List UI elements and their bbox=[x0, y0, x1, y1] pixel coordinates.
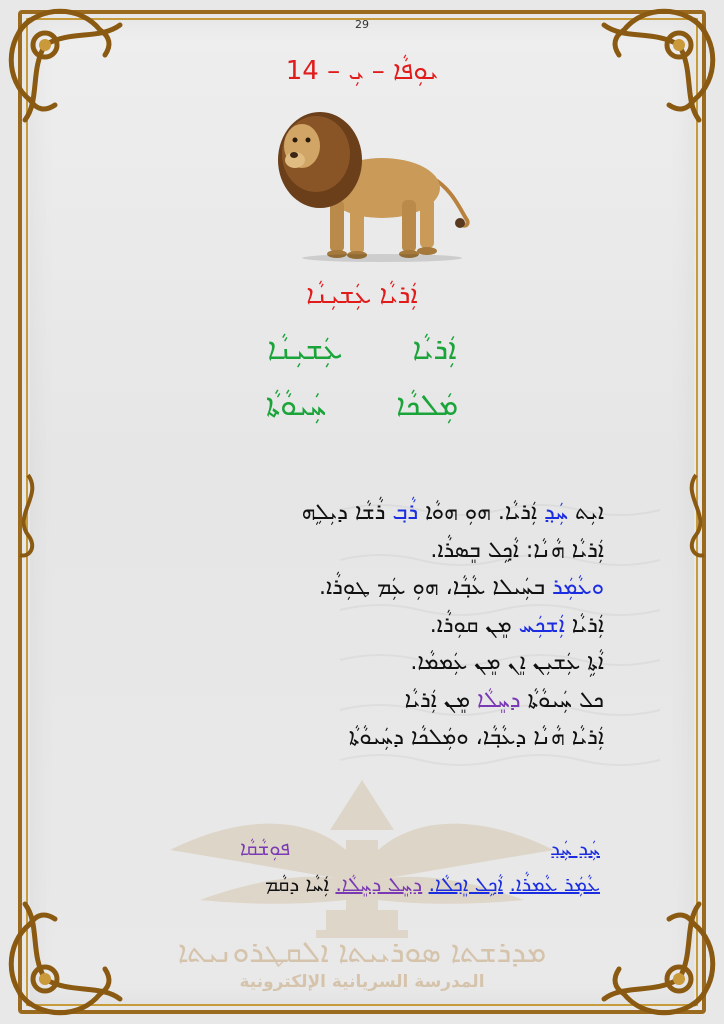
paragraph-line bbox=[104, 494, 604, 532]
watermark-syriac-text: ܡܕܪܫܬܐ ܣܘܪܝܝܬܐ ܐܠܩܛܪܘܢܝܬܐ bbox=[177, 935, 547, 970]
highlighted-word: ܐܲܫܟܲܚ bbox=[518, 612, 565, 638]
paragraph-text: ܒܚܲܝܠܐ ܥܵܒ݂ܵܐ، ܗܘܼ ܥܲܡ ܛܘܼܪܵܐ. bbox=[318, 575, 553, 600]
vocab-phrase: ܥܵܡܲܪ ܥܵܡܪܵܐ. bbox=[509, 872, 600, 896]
page-number: 29 bbox=[355, 18, 369, 31]
vocab-heading-left: ܦܘܼܫܵܩܵܐ bbox=[240, 836, 291, 860]
paragraph-text: ܐܲܪܝܵܐ. ܗܘܼ ܗܘܵܐ bbox=[418, 500, 545, 525]
highlighted-word: ܪܵܒ݂ bbox=[392, 500, 419, 525]
vocab-phrase: ܐܵܟ݂ܹܠ ܐܸܟ݂ܠܵܐ. bbox=[428, 872, 504, 896]
paragraph-line bbox=[104, 532, 604, 570]
paragraph-text: ܡܸܢ ܩܘܼܪܵܐ. bbox=[429, 612, 519, 638]
vocabulary-word: ܐܲܪܝܵܐ bbox=[412, 332, 457, 367]
corner-ornament-icon bbox=[0, 874, 150, 1024]
watermark-arabic-text: المدرسة السريانية الإلكترونية bbox=[239, 972, 485, 992]
paragraph-text: ܪܵܫܵܐ ܕܝܼܠܹܗ bbox=[301, 500, 393, 525]
highlighted-word: ܕܚܸܠܵܐ bbox=[477, 687, 521, 713]
vocabulary-word-row bbox=[0, 388, 724, 423]
vocabulary-word: ܡܲܠܟܵܐ bbox=[396, 388, 459, 423]
paragraph-text: ܐܲܪܝܵܐ ܗܵܢܵܐ ܕܥܵܒ݂ܵܐ، ܘܡܲܠܟܵܐ ܕܚܲܝܘܵܬܵܐ bbox=[348, 725, 604, 750]
paragraph-text: ܐܝܼܬ bbox=[568, 500, 604, 525]
highlighted-word: ܚܲܕ݂ bbox=[544, 500, 569, 525]
side-ornament-icon bbox=[676, 470, 716, 560]
paragraph-line bbox=[104, 607, 604, 645]
vocabulary-word: ܚܲܝܘܵܬܵܐ bbox=[265, 388, 327, 423]
paragraph-text: ܟܠ ܚܲܝܘܵܬܵܐ bbox=[520, 687, 604, 713]
vocab-line bbox=[100, 872, 600, 896]
vocab-heading-right: ܚܲܕ݂ ܚܲܕ݂ bbox=[550, 836, 600, 860]
paragraph-text: ܐܲܪܝܵܐ ܗܵܢܵܐ: ܐܵܟ݂ܹܠ ܒܸܣܪܵܐ. bbox=[430, 537, 604, 563]
corner-ornament-icon bbox=[574, 874, 724, 1024]
paragraph-text: ܐܲܪܝܵܐ bbox=[564, 612, 604, 638]
paragraph-line bbox=[104, 644, 604, 682]
lion-image bbox=[262, 108, 476, 264]
paragraph-text: ܐܵܬܹܐ ܥܲܫܝܼܢ ܐܸܢ ܡܸܢ ܥܲܡܡܵܐ. bbox=[410, 650, 604, 675]
paragraph-line bbox=[104, 682, 604, 720]
paragraph-text: ܡܸܢ ܐܲܪܝܵܐ bbox=[404, 687, 478, 713]
vocab-phrase: ܕܚܸܠ ܕܚܸܠܵܐ. bbox=[335, 872, 423, 896]
lesson-title: ܝܘܼܦܵܐ – ܝܼ – 14 bbox=[285, 56, 439, 86]
vocab-phrase: ܐܲܚܵܐ ܕܩܵܡ bbox=[264, 872, 330, 896]
paragraph-line bbox=[104, 719, 604, 757]
reading-paragraph bbox=[104, 494, 604, 757]
paragraph-line bbox=[104, 569, 604, 607]
lesson-heading: ܐܲܪܝܵܐ ܥܲܫܝܼܢܵܐ bbox=[306, 280, 418, 310]
vocabulary-word-row bbox=[0, 332, 724, 367]
side-ornament-icon bbox=[8, 470, 48, 560]
vocabulary-word: ܥܲܫܝܼܢܵܐ bbox=[267, 332, 343, 367]
highlighted-word: ܘܥܵܡܲܪ bbox=[552, 575, 604, 600]
